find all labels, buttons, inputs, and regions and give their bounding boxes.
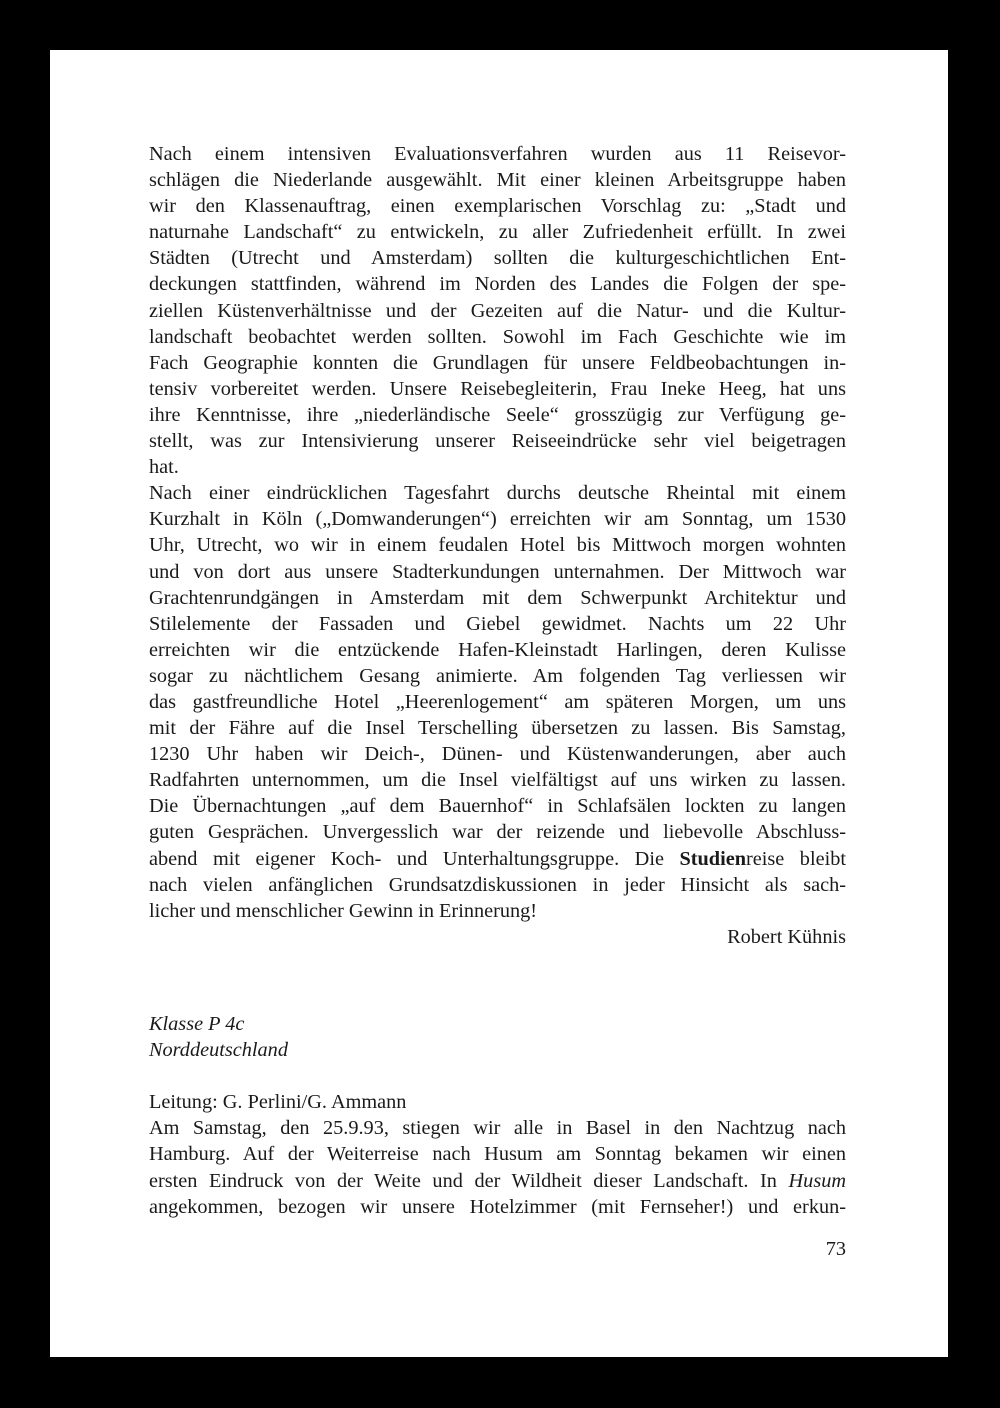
text-line: ziellen Küstenverhältnisse und der Gezeiten auf die Natur- und die Kultur- (149, 299, 846, 322)
text-line: Nach einer eindrücklichen Tagesfahrt durchs deutsche Rheintal mit einem (149, 482, 846, 505)
text-line: licher und menschlicher Gewinn in Erinnerung! (149, 899, 538, 922)
text-line: mit der Fähre auf die Insel Terschelling übersetzen zu lassen. Bis Samstag, (149, 717, 846, 740)
text-line: nach vielen anfänglichen Grundsatzdiskussionen in jeder Hinsicht als sach- (149, 873, 846, 896)
text-line: 1230 Uhr haben wir Deich-, Dünen- und Küstenwanderungen, aber auch (149, 743, 846, 766)
text-line: landschaft beobachtet werden sollten. Sowohl im Fach Geschichte wie im (149, 325, 846, 348)
text-line: Radfahrten unternommen, um die Insel vielfältigst auf uns wirken zu lassen. (149, 769, 846, 792)
text-line: Stilelemente der Fassaden und Giebel gewidmet. Nachts um 22 Uhr (149, 612, 846, 635)
text-line: Hamburg. Auf der Weiterreise nach Husum am Sonntag bekamen wir einen (149, 1143, 846, 1166)
text-line: Kurzhalt in Köln („Domwanderungen“) erreichten wir am Sonntag, um 1530 (149, 508, 846, 531)
text-line: stellt, was zur Intensivierung unserer Reiseeindrücke sehr viel beigetragen (149, 430, 846, 453)
page-number: 73 (825, 1238, 846, 1260)
italic-emphasis: Husum (788, 1169, 846, 1192)
destination-heading: Norddeutschland (149, 1039, 288, 1062)
text-line: deckungen stattfinden, während im Norden des Landes die Folgen der spe- (149, 273, 846, 296)
text-line: ihre Kenntnisse, ihre „niederländische Seele“ grosszügig zur Verfügung ge- (149, 403, 846, 426)
text-line: Am Samstag, den 25.9.93, stiegen wir alle in Basel in den Nachtzug nach (149, 1117, 846, 1140)
text-line: angekommen, bezogen wir unsere Hotelzimmer (mit Fernseher!) und erkun- (149, 1195, 846, 1218)
author-signature: Robert Kühnis (727, 925, 846, 948)
spacer (149, 1063, 846, 1089)
text-line: guten Gesprächen. Unvergesslich war der reizende und liebevolle Abschluss- (149, 821, 846, 844)
report-netherlands (149, 141, 846, 950)
text-fragment: abend mit eigener Koch- und Unterhaltungsgruppe. Die (149, 847, 680, 870)
text-line: erreichten wir die entzückende Hafen-Kleinstadt Harlingen, deren Kulisse (149, 638, 846, 661)
text-line: Die Übernachtungen „auf dem Bauernhof“ in Schlafsälen lockten zu langen (149, 795, 846, 818)
bold-emphasis: Studien (679, 847, 746, 870)
text-line: das gastfreundliche Hotel „Heerenlogement“ am späteren Morgen, um uns (149, 690, 846, 713)
text-line: Grachtenrundgängen in Amsterdam mit dem Schwerpunkt Architektur und (149, 586, 846, 609)
text-line (149, 846, 846, 872)
text-line: schlägen die Niederlande ausgewählt. Mit einer kleinen Arbeitsgruppe haben (149, 169, 846, 192)
document-page (50, 50, 948, 1357)
text-line: Städten (Utrecht und Amsterdam) sollten die kulturgeschichtlichen Ent- (149, 247, 846, 270)
text-line: Fach Geographie konnten die Grundlagen für unsere Feldbeobachtungen in- (149, 351, 846, 374)
text-line: sogar zu nächtlichem Gesang animierte. Am folgenden Tag verliessen wir (149, 664, 846, 687)
text-fragment: reise bleibt (746, 847, 846, 870)
text-line (149, 1168, 846, 1194)
text-line: Uhr, Utrecht, wo wir in einem feudalen Hotel bis Mittwoch morgen wohnten (149, 534, 846, 557)
text-fragment: ersten Eindruck von der Weite und der Wildheit dieser Landschaft. In (149, 1169, 789, 1192)
leadership-line: Leitung: G. Perlini/G. Ammann (149, 1091, 407, 1114)
text-line: tensiv vorbereitet werden. Unsere Reisebegleiterin, Frau Ineke Heeg, hat uns (149, 377, 846, 400)
text-line: wir den Klassenauftrag, einen exemplarischen Vorschlag zu: „Stadt und (149, 195, 846, 218)
report-norddeutschland (149, 1011, 846, 1220)
text-line: hat. (149, 456, 179, 479)
text-line: naturnahe Landschaft“ zu entwickeln, zu aller Zufriedenheit erfüllt. In zwei (149, 221, 846, 244)
text-line: Nach einem intensiven Evaluationsverfahren wurden aus 11 Reisevor- (149, 143, 846, 165)
text-line: und von dort aus unsere Stadterkundungen unternahmen. Der Mittwoch war (149, 560, 846, 583)
class-heading: Klasse P 4c (149, 1013, 245, 1035)
